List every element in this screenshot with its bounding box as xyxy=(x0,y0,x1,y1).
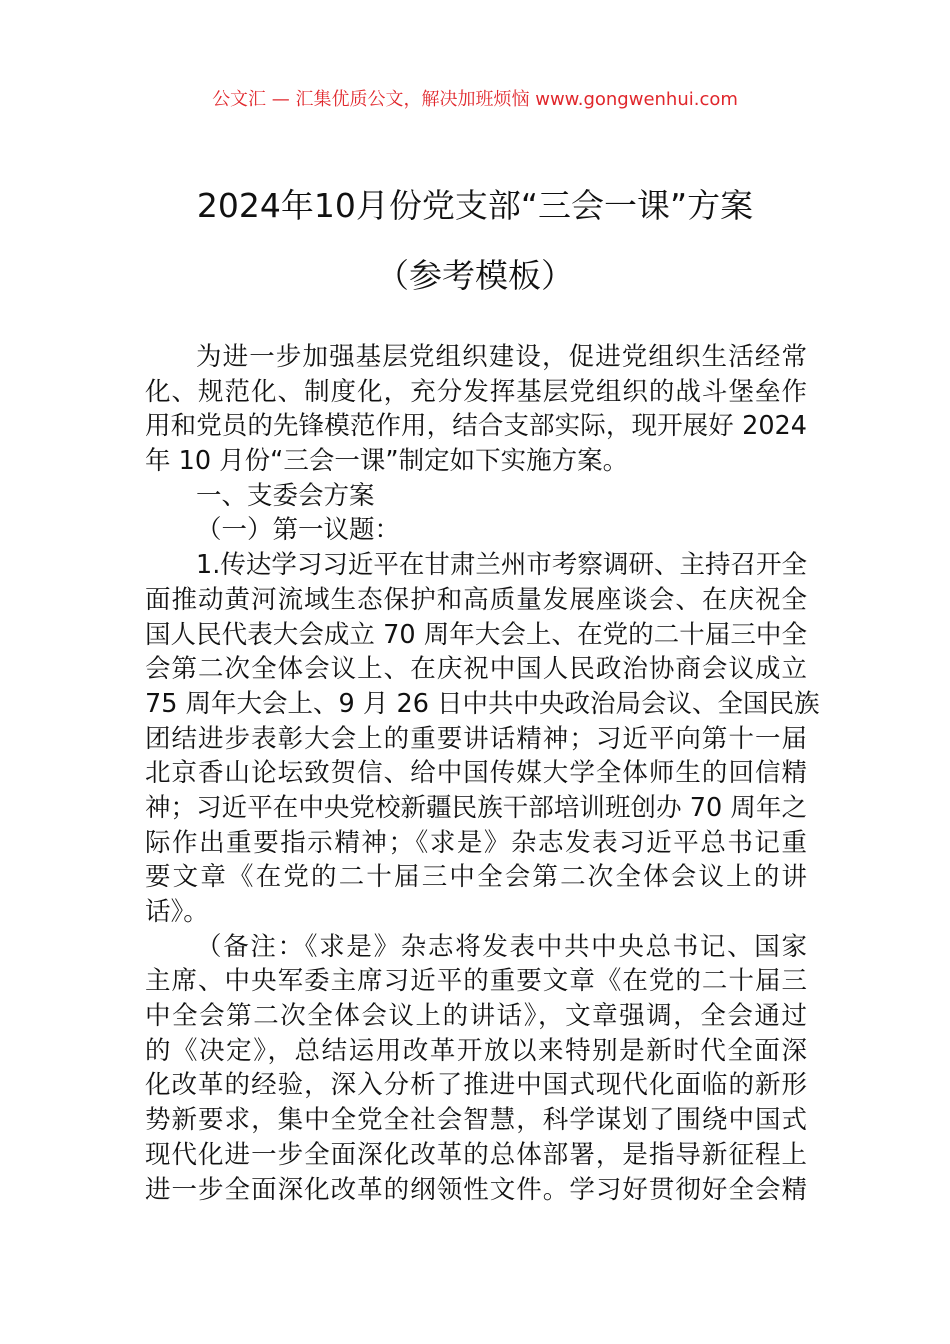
body-text-line: 主席、中央军委主席习近平的重要文章《在党的二十届三 xyxy=(145,966,807,997)
body-text-line: 会第二次全体会议上、在庆祝中国人民政治协商会议成立 xyxy=(145,654,807,685)
body-text-line: 化、规范化、制度化，充分发挥基层党组织的战斗堡垒作 xyxy=(145,376,807,407)
body-text-line: 年 10 月份“三会一课”制定如下实施方案。 xyxy=(145,446,629,477)
body-text-line: 的《决定》，总结运用改革开放以来特别是新时代全面深 xyxy=(145,1035,807,1066)
document-body xyxy=(145,340,820,1207)
body-text-line: 面推动黄河流域生态保护和高质量发展座谈会、在庆祝全 xyxy=(145,584,807,615)
document-title: 2024年10月份党支部“三会一课”方案 xyxy=(196,186,754,225)
body-text-line: 势新要求，集中全党全社会智慧，科学谋划了围绕中国式 xyxy=(145,1105,807,1136)
body-text-line: 际作出重要指示精神；《求是》杂志发表习近平总书记重 xyxy=(145,827,807,858)
body-text-line: 团结进步表彰大会上的重要讲话精神；习近平向第十一届 xyxy=(145,723,807,754)
body-text-line: 北京香山论坛致贺信、给中国传媒大学全体师生的回信精 xyxy=(145,758,807,789)
body-text-line: 现代化进一步全面深化改革的总体部署，是指导新征程上 xyxy=(145,1139,807,1170)
body-text-line: 用和党员的先锋模范作用，结合支部实际，现开展好 2024 xyxy=(145,411,807,442)
body-text-line: 一、支委会方案 xyxy=(196,480,375,511)
body-text-line: 神；习近平在中央党校新疆民族干部培训班创办 70 周年之 xyxy=(145,792,807,823)
body-text-line: 要文章《在党的二十届三中全会第二次全体会议上的讲 xyxy=(145,862,807,893)
body-text-line: 1.传达学习习近平在甘肃兰州市考察调研、主持召开全 xyxy=(196,550,807,581)
body-text-line: 国人民代表大会成立 70 周年大会上、在党的二十届三中全 xyxy=(145,619,807,650)
body-text-line: 进一步全面深化改革的纲领性文件。学习好贯彻好全会精 xyxy=(145,1174,807,1205)
body-text-line: 中全会第二次全体会议上的讲话》，文章强调，全会通过 xyxy=(145,1001,807,1032)
body-text-line: （备注：《求是》杂志将发表中共中央总书记、国家 xyxy=(196,931,807,962)
body-text-line: 75 周年大会上、9 月 26 日中共中央政治局会议、全国民族 xyxy=(145,688,820,719)
body-text-line: 为进一步加强基层党组织建设，促进党组织生活经常 xyxy=(196,342,807,372)
document-subtitle: （参考模板） xyxy=(376,256,574,295)
body-text-line: 化改革的经验，深入分析了推进中国式现代化面临的新形 xyxy=(145,1070,807,1101)
watermark-header: 公文汇 — 汇集优质公文，解决加班烦恼 www.gongwenhui.com xyxy=(212,89,738,110)
body-text-line: 话》。 xyxy=(145,897,209,927)
body-text-line: （一）第一议题： xyxy=(196,515,401,546)
